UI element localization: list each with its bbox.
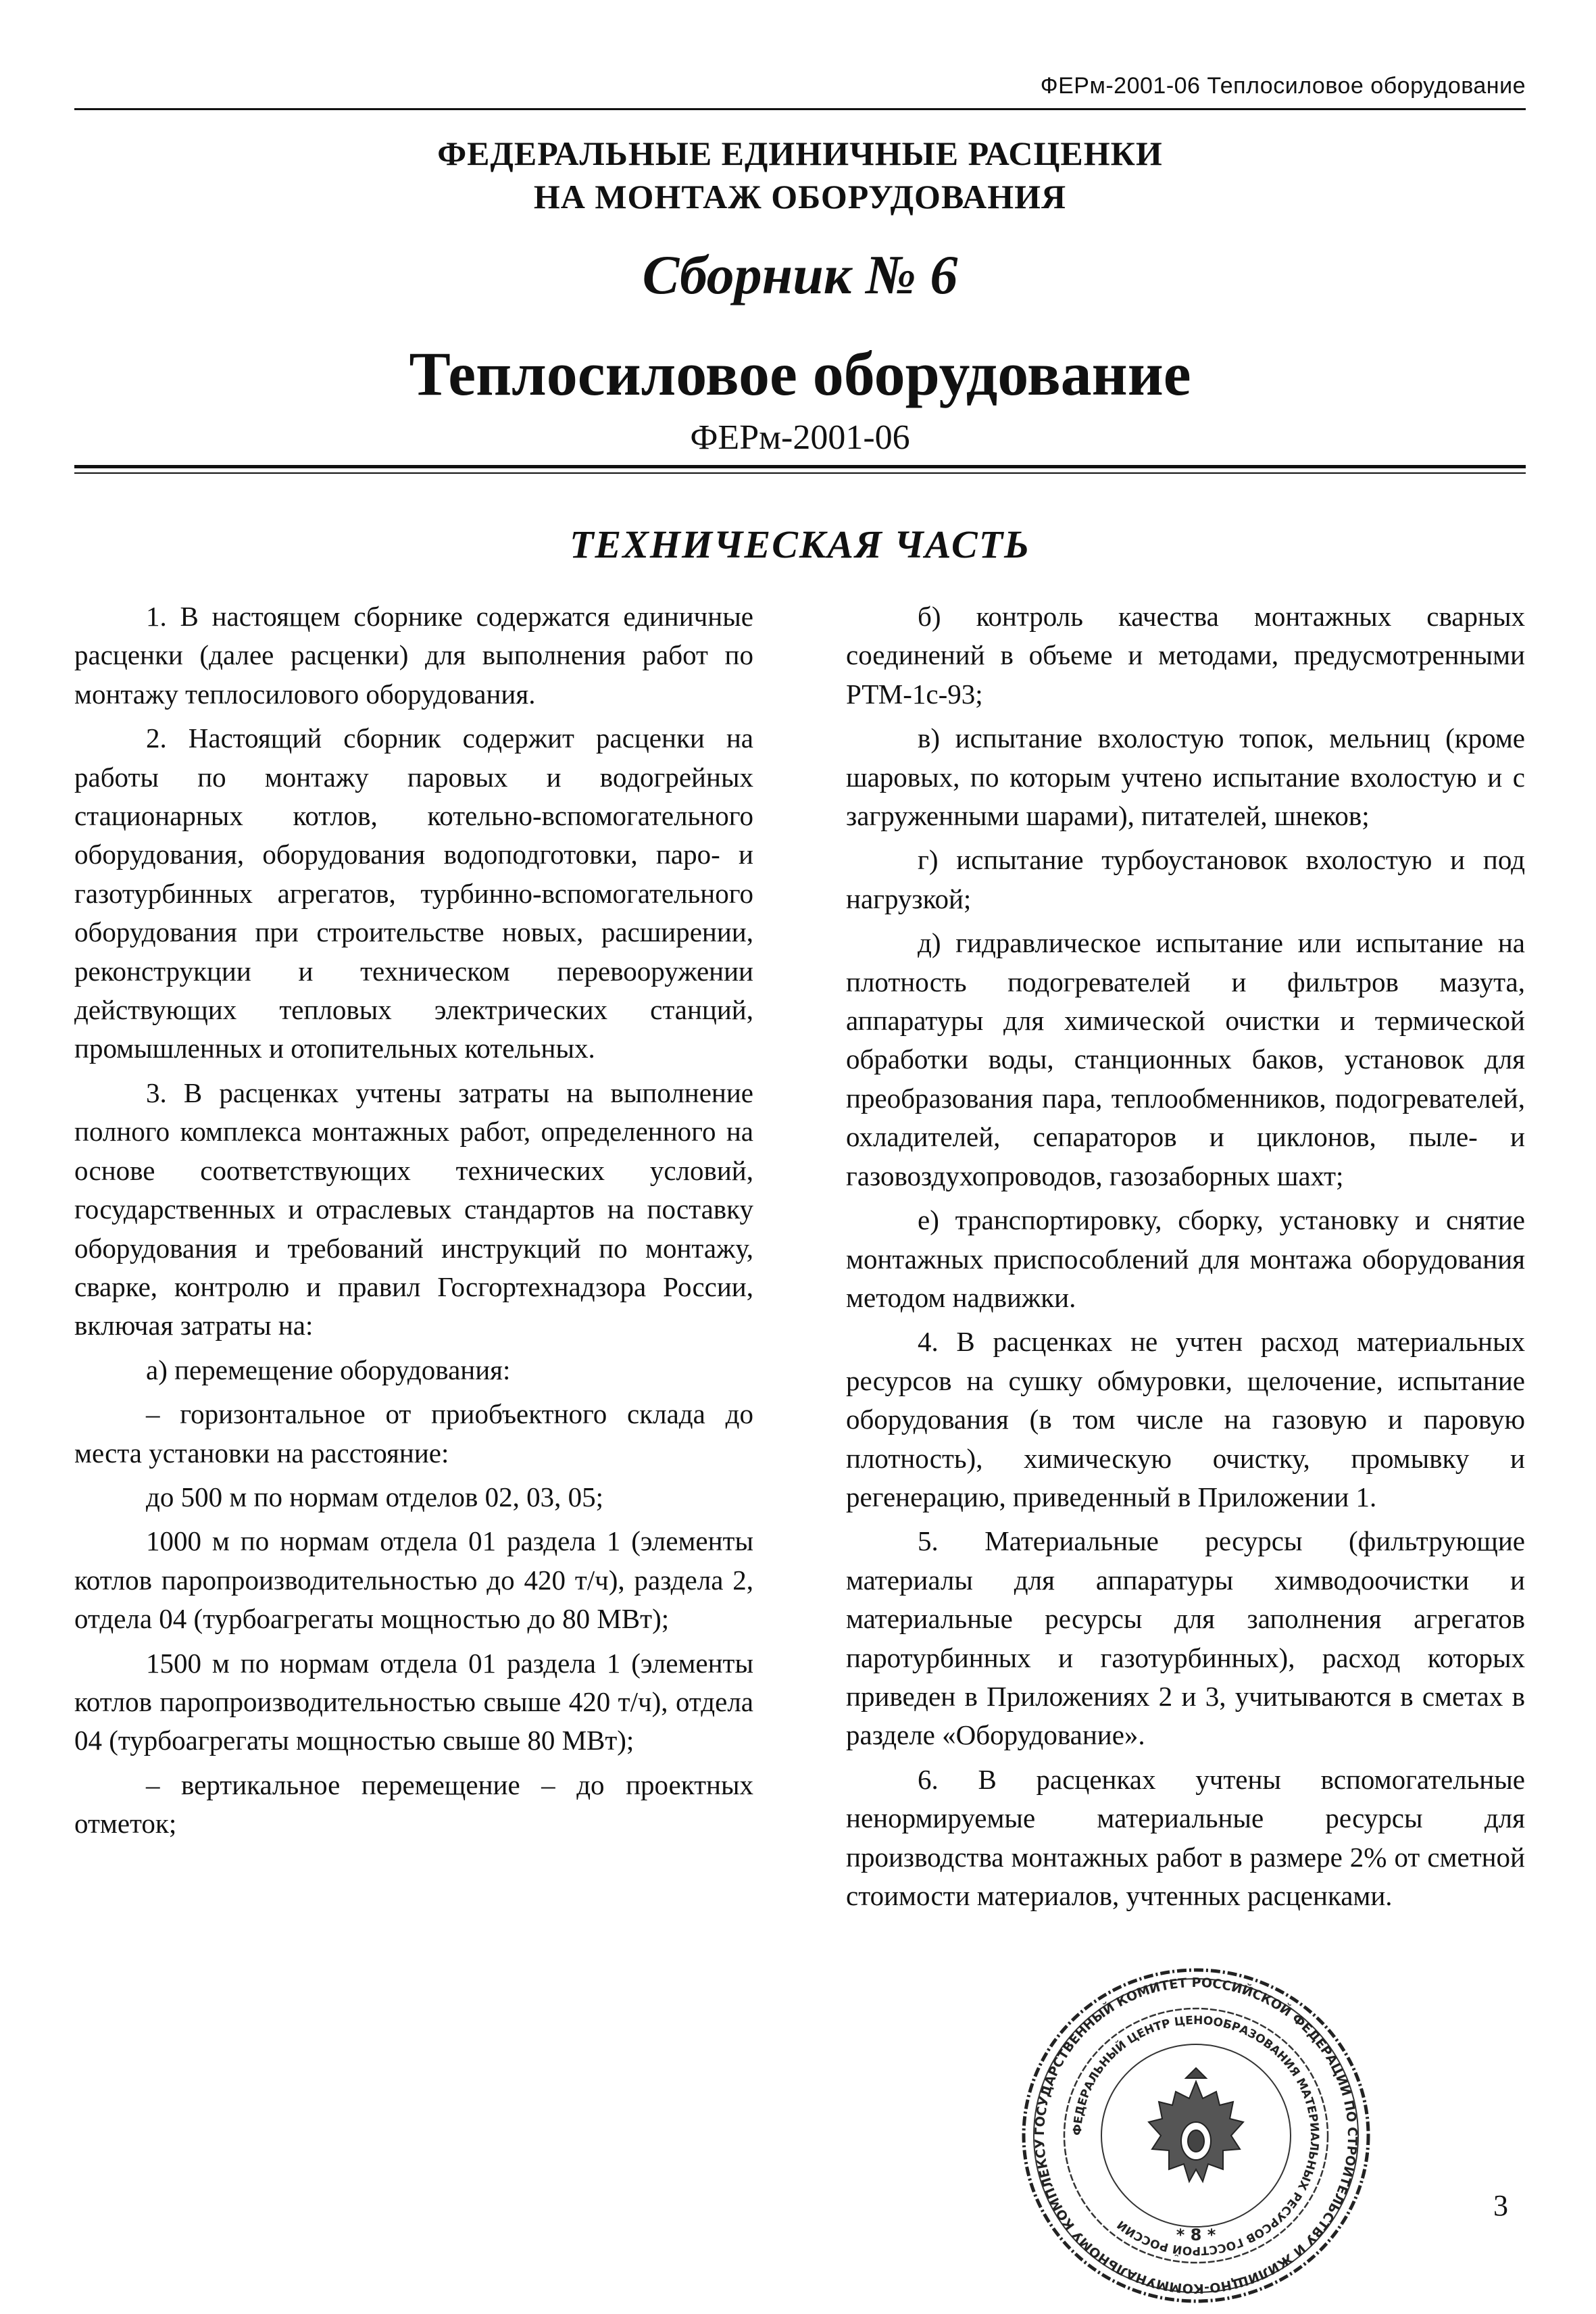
title-rule-thick (74, 465, 1526, 468)
paragraph: – горизонтальное от приобъектного склада до места установки на расстояние: (74, 1398, 753, 1469)
page-number: 3 (1493, 2189, 1508, 2222)
paragraph: 6. В расценках учтены вспомогательные ненормируемые материальные ресурсы для производства монтажных работ в размере 2% от сметной стоимости материалов, учтенных расценками. (846, 1763, 1525, 1911)
paragraph: до 500 м по нормам отделов 02, 03, 05; (146, 1481, 603, 1512)
paragraph: е) транспортировку, сборку, установку и снятие монтажных приспособлений для монтажа оборудования методом надвижки. (846, 1204, 1525, 1313)
paragraph: д) гидравлическое испытание или испытание на плотность подогревателей и фильтров мазута, аппаратуры для химической очистки и термической обработки воды, станционных баков, установок для преобразования пара, теплообменников, подогревателей, охладителей, сепараторов и циклонов, пыле- и газовоздухопроводов, газозаборных шахт; (846, 927, 1525, 1191)
title-rule-thin (74, 472, 1526, 474)
paragraph: 1000 м по нормам отдела 01 раздела 1 (элементы котлов паропроизводительностью до 420 т/ч), раздела 2, отдела 04 (турбоагрегаты мощностью до 80 МВт); (74, 1525, 753, 1635)
paragraph: а) перемещение оборудования: (146, 1354, 511, 1385)
paragraph: в) испытание вхолостую топок, мельниц (кроме шаровых, по которым учтено испытание вхолостую и с загруженными шарами), питателей, шнеков; (846, 722, 1525, 832)
document-title-line-1: ФЕДЕРАЛЬНЫЕ ЕДИНИЧНЫЕ РАСЦЕНКИ (437, 134, 1163, 172)
double-headed-eagle-emblem-icon (1149, 2068, 1243, 2182)
header-rule (74, 108, 1526, 110)
paragraph: 1. В настоящем сборнике содержатся единичные расценки (далее расценки) для выполнения работ по монтажу теплосилового оборудования. (74, 601, 753, 710)
paragraph: 2. Настоящий сборник содержит расценки на работы по монтажу паровых и водогрейных стационарных котлов, котельно-вспомогательного оборудования, оборудования водоподготовки, паро- и газотурбинных агрегатов, турбинно-вспомогательного оборудования при строительстве новых, расширении, реконструкции и техническом перевооружении действующих тепловых электрических станций, промышленных и отопительных котельных. (74, 722, 753, 1064)
left-column (74, 597, 753, 1849)
paragraph: б) контроль качества монтажных сварных соединений в объеме и методами, предусмотренными РТМ-1с-93; (846, 601, 1525, 710)
svg-text:* 8 *: * 8 * (1176, 2225, 1216, 2244)
seal-inner-text: ФЕДЕРАЛЬНЫЙ ЦЕНТР ЦЕНООБРАЗОВАНИЯ МАТЕРИАЛЬНЫХ РЕСУРСОВ ГОССТРОЙ РОССИИ (1070, 2013, 1322, 2258)
collection-title: Теплосиловое оборудование (409, 339, 1191, 408)
official-seal-stamp (1007, 1967, 1385, 2305)
document-title-line-2: НА МОНТАЖ ОБОРУДОВАНИЯ (533, 178, 1067, 216)
paragraph: – вертикальное перемещение – до проектных отметок; (74, 1769, 753, 1840)
document-code: ФЕРм-2001-06 (690, 418, 910, 457)
paragraph: 5. Материальные ресурсы (фильтрующие материалы для аппаратуры химводоочистки и материальные ресурсы для заполнения агрегатов паротурбинных и газотурбинных), расход которых приведен в Приложениях 2 и 3, учитываются в сметах в разделе «Оборудование». (846, 1525, 1525, 1751)
paragraph: 4. В расценках не учтен расход материальных ресурсов на сушку обмуровки, щелочение, испытание оборудования (в том числе на газовую и паровую плотность), химическую очистку, промывку и регенерацию, приведенный в Приложении 1. (846, 1326, 1525, 1512)
right-column (846, 597, 1525, 1921)
paragraph: 3. В расценках учтены затраты на выполнение полного комплекса монтажных работ, определенного на основе соответствующих технических условий, государственных и отраслевых стандартов на поставку оборудования и требований инструкций по монтажу, сварке, контролю и правил Госгортехнадзора России, включая затраты на: (74, 1077, 753, 1341)
paragraph: 1500 м по нормам отдела 01 раздела 1 (элементы котлов паропроизводительностью свыше 420 т/ч), отдела 04 (турбоагрегаты мощностью свыше 80 МВт); (74, 1647, 753, 1756)
collection-number: Сборник № 6 (642, 244, 958, 305)
paragraph: г) испытание турбоустановок вхолостую и под нагрузкой; (846, 844, 1525, 914)
seal-outer-text: ГОСУДАРСТВЕННЫЙ КОМИТЕТ РОССИЙСКОЙ ФЕДЕРАЦИИ ПО СТРОИТЕЛЬСТВУ И ЖИЛИЩНО-КОММУНАЛЬНОМУ КОМПЛЕКСУ (1032, 1975, 1360, 2296)
section-title: ТЕХНИЧЕСКАЯ ЧАСТЬ (570, 522, 1030, 566)
running-header: ФЕРм-2001-06 Теплосиловое оборудование (1040, 73, 1526, 99)
